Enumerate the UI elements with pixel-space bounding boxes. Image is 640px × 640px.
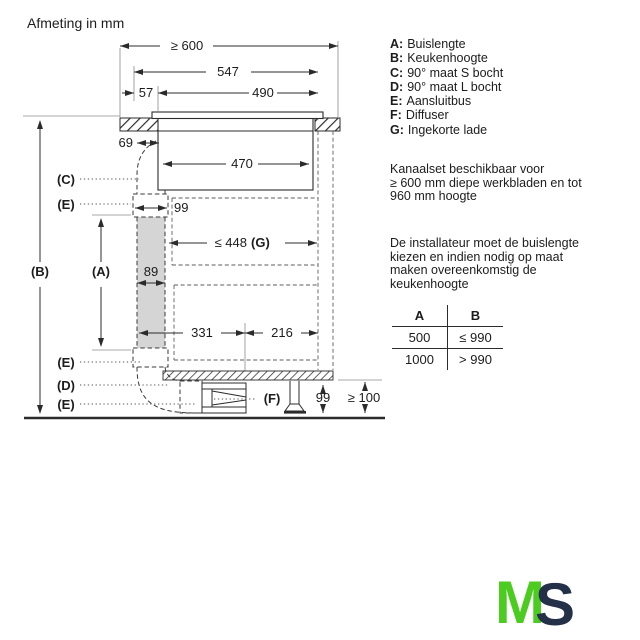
- legend-text: Keukenhoogte: [407, 51, 488, 66]
- label-f: (F): [263, 391, 281, 406]
- dim-body-width: 470: [231, 156, 253, 171]
- height-table: [392, 305, 503, 370]
- note-line: ≥ 600 mm diepe werkbladen en tot: [390, 175, 582, 190]
- legend-item-f: [390, 108, 503, 122]
- drawer-lower: [174, 285, 318, 360]
- page-title: Afmeting in mm: [27, 15, 125, 31]
- label-c: (C): [56, 172, 76, 187]
- bottom-panel: [163, 371, 333, 380]
- label-e-top: (E): [57, 197, 75, 212]
- legend-key: E:: [390, 94, 403, 109]
- dim-duct-offset: 69: [118, 135, 133, 150]
- logo-letter-m: M: [495, 569, 545, 634]
- dim-cutout-width: 490: [252, 85, 274, 100]
- legend-text: Buislengte: [407, 37, 466, 51]
- dimension-lines: [40, 46, 365, 413]
- dim-drawer-value: ≤ 448: [214, 235, 247, 250]
- brand-logo: [492, 568, 592, 634]
- diffuser-unit: [202, 383, 246, 413]
- note-line: De installateur moet de buislengte: [390, 236, 580, 250]
- legend-key: B:: [390, 51, 404, 66]
- table-row: [392, 349, 503, 371]
- parts-legend: [390, 37, 503, 137]
- dim-outlet-height: 99: [315, 390, 331, 405]
- note-kanaalset: [390, 163, 632, 204]
- cabinet-right-side: [318, 131, 333, 370]
- dim-total-depth: 547: [217, 64, 239, 79]
- table-row: [392, 327, 503, 349]
- legend-item-e: [390, 94, 503, 108]
- legend-item-b: [390, 51, 503, 65]
- outlet-box: [180, 381, 202, 413]
- legend-key: D:: [390, 79, 404, 94]
- label-e-mid: (E): [57, 355, 75, 370]
- legend-key: A:: [390, 37, 404, 51]
- dim-drawer-ref: (G): [251, 235, 270, 250]
- dim-plinth-height: ≥ 100: [347, 390, 381, 405]
- table-cell-a2: 1000: [405, 352, 434, 367]
- label-d: (D): [56, 378, 76, 393]
- legend-key: G:: [390, 122, 404, 137]
- table-cell-b1: ≤ 990: [448, 327, 504, 349]
- note-line: keukenhoogte: [390, 276, 469, 291]
- note-line: 960 mm hoogte: [390, 189, 477, 204]
- logo-letter-s: S: [535, 571, 576, 634]
- dim-duct-width: 89: [143, 264, 159, 279]
- dim-bottom-front: 331: [191, 325, 213, 340]
- dim-front-offset: 57: [138, 85, 154, 100]
- legend-text: Aansluitbus: [406, 94, 472, 109]
- legend-text: Diffuser: [405, 108, 449, 123]
- hob-unit: [152, 112, 323, 190]
- note-line: maken overeenkomstig de: [390, 263, 537, 278]
- table-cell-a1: 500: [392, 327, 448, 349]
- label-a: (A): [91, 264, 111, 279]
- dim-worktop-depth: ≥ 600: [170, 38, 204, 53]
- table-header-a: A: [392, 305, 448, 327]
- legend-key: C:: [390, 65, 404, 80]
- legend-item-d: [390, 80, 503, 94]
- table-header-row: [392, 305, 503, 327]
- cabinet-leg: [284, 381, 306, 414]
- legend-text: Ingekorte lade: [407, 122, 488, 137]
- worktop-left: [120, 118, 158, 131]
- legend-key: F:: [390, 108, 402, 123]
- hob-top-plate: [152, 112, 323, 119]
- drawer-shortened: [172, 198, 318, 265]
- legend-text: 90° maat L bocht: [407, 79, 502, 94]
- label-b: (B): [30, 264, 50, 279]
- table-cell-b2: > 990: [448, 349, 504, 371]
- legend-item-a: [390, 37, 503, 51]
- note-installateur: [390, 237, 632, 291]
- table-header-b: B: [448, 305, 504, 327]
- hob-body: [158, 118, 313, 190]
- note-line: kiezen en indien nodig op maat: [390, 249, 564, 264]
- worktop-right: [315, 118, 340, 131]
- connector-top: [133, 194, 168, 217]
- label-e-bottom: (E): [57, 397, 75, 412]
- legend-item-g: [390, 123, 503, 137]
- dim-bottom-rear: 216: [271, 325, 293, 340]
- legend-item-c: [390, 66, 503, 80]
- connector-bottom: [133, 348, 168, 367]
- note-line: Kanaalset beschikbaar voor: [390, 162, 545, 176]
- legend-text: 90° maat S bocht: [407, 65, 504, 80]
- dim-connector-width: 99: [174, 200, 189, 215]
